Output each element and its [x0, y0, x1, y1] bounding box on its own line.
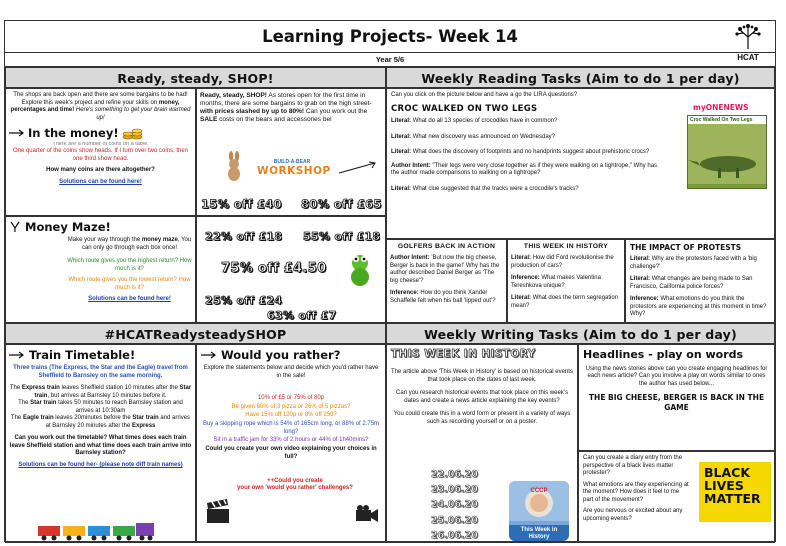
workshop-logo-top: BUILD-A-BEAR	[273, 159, 311, 165]
protests-q1: Why are the protestors faced with a 'big challenge?'	[630, 256, 757, 270]
twih-badge-label: This Week in History	[509, 525, 569, 542]
arrow-icon	[201, 351, 217, 359]
q-type: Literal:	[391, 133, 412, 140]
train-text: takes 50 minutes to reach Barnsley station and arrives at 10:30am	[58, 400, 183, 414]
clapperboard-icon	[205, 499, 231, 525]
maze-text-1: Make your way through the	[67, 237, 141, 244]
train-text: and arrives at Barnsley 20 minutes after the	[45, 415, 191, 429]
twih-date: 23.06.20	[431, 484, 478, 496]
writing-section-header: Weekly Writing Tasks (Aim to do 1 per day)	[386, 323, 775, 344]
diary-text-2: What emotions are they experiencing at the moment? How does it feel to me part of the movement?	[583, 481, 689, 503]
train-name: Star train	[132, 415, 159, 422]
golfers-headline: GOLFERS BACK IN ACTION	[397, 243, 496, 250]
deal-55-off-18: 55% off £18	[303, 230, 381, 243]
q-type: Literal:	[391, 185, 412, 192]
history-q2: What makes Valentina Tereshkova unique?	[511, 275, 601, 289]
deal-80-off-65: 80% off £65	[301, 197, 382, 211]
diary-panel	[578, 451, 775, 543]
croc-reading-panel	[386, 88, 775, 239]
money-intro: The shops are back open and there are some bargains to be had! Explore this week's project and refine your skills on	[13, 92, 188, 106]
page-title: Learning Projects- Week 14	[5, 21, 775, 53]
train-solutions-link[interactable]: Solutions can be found her- (please note diff train names)	[18, 461, 183, 468]
protests-q3: What emotions do you think the protestors are experiencing at this moment in time? Why?	[630, 296, 767, 318]
headlines-example: THE BIG CHEESE, BERGER IS BACK IN THE GAME	[588, 393, 765, 412]
history-q3: What does the term segregation mean?	[511, 295, 619, 309]
train-name: Star train	[30, 400, 57, 407]
croc-headline: CROC WALKED ON TWO LEGS	[391, 103, 538, 114]
blm-word: LIVES	[704, 478, 744, 494]
train-intro: Three trains (The Express, the Star and the Eagle) travel from Sheffield to Barnsley on the same morning.	[13, 365, 188, 379]
rather-option-2: Be given 60% of 3 pizza or 26% of 5 pizzas?	[231, 403, 351, 410]
train-question: Can you work out the timetable? What times does each train leave Sheffield station and what time does each train arrive into Barnsley station?	[9, 435, 192, 457]
coins-icon	[122, 126, 144, 140]
maze-solutions-link[interactable]: Solutions can be found here!	[88, 296, 171, 303]
golfers-panel	[386, 239, 507, 323]
year-group: Year 5/6	[5, 53, 775, 67]
train-name: Express	[132, 422, 156, 429]
shop-text-1: As stores open for the first time in months, there are some bargains to grab on the high street-	[200, 92, 372, 108]
rather-intro: Explore the statements below and decide which you'd rather have in the sale!	[203, 365, 379, 379]
croc-q2: What new discovery was announced on Wednesday?	[412, 133, 555, 140]
reading-section-header: Weekly Reading Tasks (Aim to do 1 per day)	[386, 67, 775, 88]
rather-heading: Would you rather?	[221, 348, 341, 362]
history-headline: THIS WEEK IN HISTORY	[523, 243, 609, 250]
twih-text-2: Can you research historical events that took place on this week's dates and create a news article explaining the key events?	[396, 390, 568, 404]
q-type: Literal:	[630, 256, 651, 263]
q-type: Author Intent:	[391, 162, 431, 169]
tree-icon	[733, 23, 763, 49]
money-hidden-line: There are a number of coins on a table.	[52, 142, 149, 148]
shop-text-3: costs on the bears and accessories bel	[219, 116, 332, 124]
video-camera-icon	[355, 505, 379, 523]
golfers-q1: 'But now the big cheese, Berger is back in the game!' Why has the author described Daniel Berger as 'The big cheese'?	[390, 255, 500, 284]
diary-text-1: Can you create a diary entry from the perspective of a black lives matter protester?	[583, 455, 683, 476]
headlines-heading: Headlines - play on words	[583, 348, 744, 361]
astronaut-picture	[509, 481, 569, 521]
deal-22-off-18: 22% off £18	[205, 230, 283, 243]
deal-75-off-4-50: 75% off £4.50	[221, 261, 327, 276]
q-type: Literal:	[511, 295, 532, 302]
train-name: Eagle train	[22, 415, 54, 422]
shop-text-2: Can you work out the	[305, 108, 368, 116]
twih-date: 25.06.20	[431, 514, 478, 526]
croc-book-title: Croc Walked On Two Legs	[688, 116, 766, 124]
twih-headline: THIS WEEK IN HISTORY	[391, 348, 536, 360]
arrow-icon	[9, 351, 25, 359]
black-lives-matter-sign	[699, 462, 771, 522]
croc-q3: What does the discovery of footprints and no handprints suggest about prehistoric crocs?	[412, 149, 650, 156]
golfers-q2: How do you think Xander Schaffelle felt when his ball 'lipped out'?	[390, 290, 496, 304]
q-type: Inference:	[630, 296, 659, 303]
history-q1: How did Ford revolutionise the production of cars?	[511, 255, 614, 269]
train-heading: Train Timetable!	[29, 348, 136, 362]
protests-panel	[625, 239, 775, 323]
myone-news-logo: myONENEWS	[693, 103, 749, 112]
maze-text-2: , You can only go through each box once!	[81, 237, 192, 251]
shop-section-header: Ready, steady, SHOP!	[5, 67, 386, 88]
deal-63-off-7: 63% off £7	[267, 309, 337, 322]
twih-dates	[431, 467, 478, 543]
blm-word: BLACK	[704, 465, 751, 480]
twih-date: 24.06.20	[431, 499, 478, 511]
money-solutions-link[interactable]: Solutions can be found here!	[59, 178, 142, 185]
money-question: How many coins are there altogether?	[46, 167, 155, 174]
workshop-logo-text: WORKSHOP	[257, 165, 331, 178]
hashtag-section-header: #HCATReadysteadySHOP	[5, 323, 386, 344]
money-question-red: One quarter of the coins show heads. If I turn over two coins, then one third show head.	[12, 148, 189, 162]
twih-date: 22.06.20	[431, 469, 478, 480]
protests-q2: What changes are being made to San Francisco, California police forces?	[630, 276, 753, 290]
frog-toy-icon	[345, 253, 375, 287]
learning-projects-sheet	[4, 20, 776, 542]
blm-word: MATTER	[704, 491, 761, 507]
maze-lowest-question: Which route gives you the lowest return? How much is it?	[68, 277, 191, 291]
money-heading: In the money!	[28, 126, 119, 140]
maze-heading: Money Maze!	[25, 220, 111, 234]
workshop-logo	[257, 159, 331, 178]
q-type: Inference:	[511, 275, 540, 282]
croc-q1: What do all 13 species of crocodiles have in common?	[412, 118, 558, 125]
croc-article-thumbnail[interactable]	[687, 115, 767, 189]
train-text: , but arrives at Barnsley 10 minutes before it.	[47, 392, 167, 399]
shop-text-1-bold: with prices slashed by up to 80%!	[200, 108, 305, 116]
q-type: Inference:	[390, 290, 419, 297]
shop-text-sale: SALE	[200, 116, 218, 124]
history-reading-panel	[507, 239, 625, 323]
q-type: Literal:	[391, 149, 412, 156]
train-icon	[36, 523, 156, 541]
q-type: Author Intent:	[390, 255, 430, 262]
deal-25-off-24: 25% off £24	[205, 294, 283, 307]
crocodile-picture	[688, 124, 766, 184]
logo-text: HCAT	[737, 52, 759, 62]
rather-option-5: Sit in a traffic jam for 33% of 2 hours or 44% of 1h40mins?	[213, 437, 369, 444]
twih-date: 26.06.20	[431, 529, 478, 541]
train-name: Star train	[34, 385, 192, 399]
money-heading-row	[9, 126, 192, 140]
twih-text-1: The article above 'This Week in History' is based on historical events that took place on the dates of last week.	[391, 369, 573, 383]
train-text: The	[9, 385, 21, 392]
rather-question: Could you create your own video explaining your choices in full?	[205, 445, 377, 461]
train-timetable-panel	[5, 344, 196, 543]
in-the-money-panel	[5, 88, 196, 216]
maze-text-bold: money maze	[141, 237, 178, 244]
rather-create-1: ++Could you create	[267, 477, 323, 484]
diary-text-3: Are you nervous or excited about any upcoming events?	[583, 508, 683, 522]
headlines-text: Using the news stories above can you create engaging headlines for each news article? Can you involve a play on words similar to ones the author has used below...	[585, 365, 768, 387]
rather-create-2: your own 'would you rather' challenges?	[237, 485, 353, 491]
twih-badge[interactable]	[509, 481, 569, 541]
croc-q4: "Their legs were very close together as if they were walking on a tightrope," Why has the author made comparisons to walking on a tightrope?	[391, 162, 658, 177]
q-type: Literal:	[630, 276, 651, 283]
money-intro-italic: Here's something to get your brain warmed up!	[75, 107, 191, 121]
train-text: The	[10, 415, 22, 422]
rather-option-3: Have 15% off 120p or 8% off 250?	[245, 412, 337, 419]
rather-option-4: Buy a skipping rope which is 54% of 165cm long, or 88% of 2.75m long?	[202, 420, 380, 435]
money-intro-bold: money, percentages and time!	[10, 99, 180, 113]
q-type: Literal:	[391, 118, 412, 125]
deal-15-off-40: 15% off £40	[201, 197, 282, 211]
would-you-rather-panel	[196, 344, 386, 543]
train-name: Express train	[21, 385, 60, 392]
croc-q5: What clue suggested that the tracks were a crocodile's tracks?	[412, 185, 579, 192]
this-week-in-history-panel	[386, 344, 578, 543]
train-text: leaves 20minutes before the	[55, 415, 131, 422]
rather-option-1: 10% of £5 or 75% of 80p	[257, 395, 325, 402]
pin-icon	[9, 221, 21, 233]
bunny-icon	[223, 151, 245, 181]
money-maze-panel	[5, 216, 196, 323]
reading-intro: Can you click on the picture below and have a go the LIRA questions?	[391, 92, 578, 98]
arrow-icon	[9, 129, 25, 137]
headlines-panel	[578, 344, 775, 451]
train-text: The	[18, 400, 29, 407]
q-type: Literal:	[511, 255, 532, 262]
double-arrow-icon	[337, 161, 377, 175]
train-text: leaves Sheffield station 10 minutes after the	[61, 385, 178, 392]
maze-highest-question: Which route gives you the highest return? How much is it?	[67, 258, 192, 272]
shop-lead: Ready, steady, SHOP!	[200, 92, 267, 99]
svg-text:CCCP: CCCP	[530, 488, 548, 494]
protests-headline: THE IMPACT OF PROTESTS	[630, 243, 742, 252]
twih-text-3: You could create this in a word form or present in a variety of ways such as recording yourself or on a poster.	[393, 411, 571, 425]
